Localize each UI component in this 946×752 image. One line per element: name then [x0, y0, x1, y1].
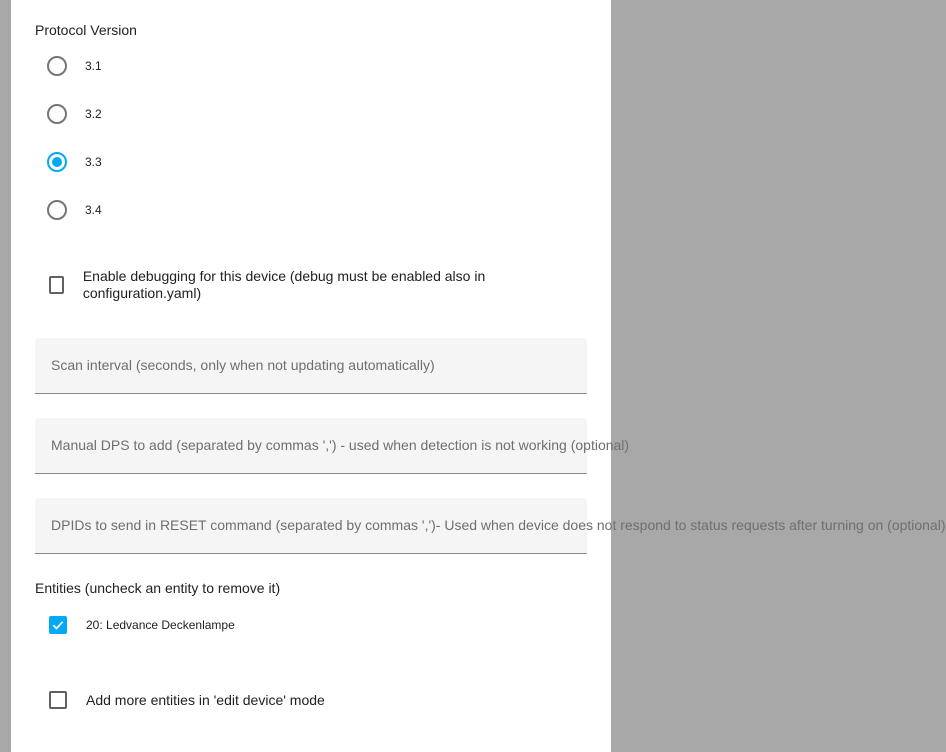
entity-item[interactable]	[49, 616, 235, 634]
scan-interval-placeholder: Scan interval (seconds, only when not updating automatically)	[51, 357, 435, 373]
add-more-label: Add more entities in 'edit device' mode	[86, 691, 325, 708]
radio-option-3-3[interactable]	[47, 150, 102, 174]
radio-option-3-2[interactable]	[47, 102, 102, 126]
reset-dpids-placeholder: DPIDs to send in RESET command (separated by commas ',')- Used when device does not respond to status requests after turning on (optional)	[51, 517, 946, 533]
protocol-version-label: Protocol Version	[35, 22, 137, 38]
options-dialog	[11, 0, 946, 752]
scan-interval-field[interactable]	[35, 338, 587, 394]
entity-checkbox[interactable]	[49, 616, 67, 634]
debug-label: Enable debugging for this device (debug must be enabled also in configuration.yaml)	[82, 268, 486, 301]
manual-dps-placeholder: Manual DPS to add (separated by commas ',') - used when detection is not working (optional)	[51, 437, 630, 453]
radio-button-selected[interactable]	[47, 152, 67, 172]
radio-option-3-1[interactable]	[47, 54, 102, 78]
radio-button[interactable]	[47, 104, 67, 124]
radio-label: 3.2	[85, 107, 102, 121]
reset-dpids-field[interactable]	[35, 498, 946, 554]
radio-label: 3.1	[85, 59, 102, 73]
debug-option[interactable]	[49, 268, 489, 302]
checkmark-icon	[51, 618, 65, 632]
radio-label: 3.4	[85, 203, 102, 217]
add-more-checkbox[interactable]	[49, 691, 67, 709]
radio-label: 3.3	[85, 155, 102, 169]
add-more-entities-option[interactable]	[49, 691, 325, 709]
entity-label: 20: Ledvance Deckenlampe	[86, 617, 235, 632]
radio-button[interactable]	[47, 200, 67, 220]
radio-option-3-4[interactable]	[47, 198, 102, 222]
radio-selected-dot	[52, 157, 62, 167]
entities-label: Entities (uncheck an entity to remove it)	[35, 580, 281, 596]
debug-checkbox[interactable]	[49, 276, 64, 294]
manual-dps-field[interactable]	[35, 418, 630, 474]
radio-button[interactable]	[47, 56, 67, 76]
